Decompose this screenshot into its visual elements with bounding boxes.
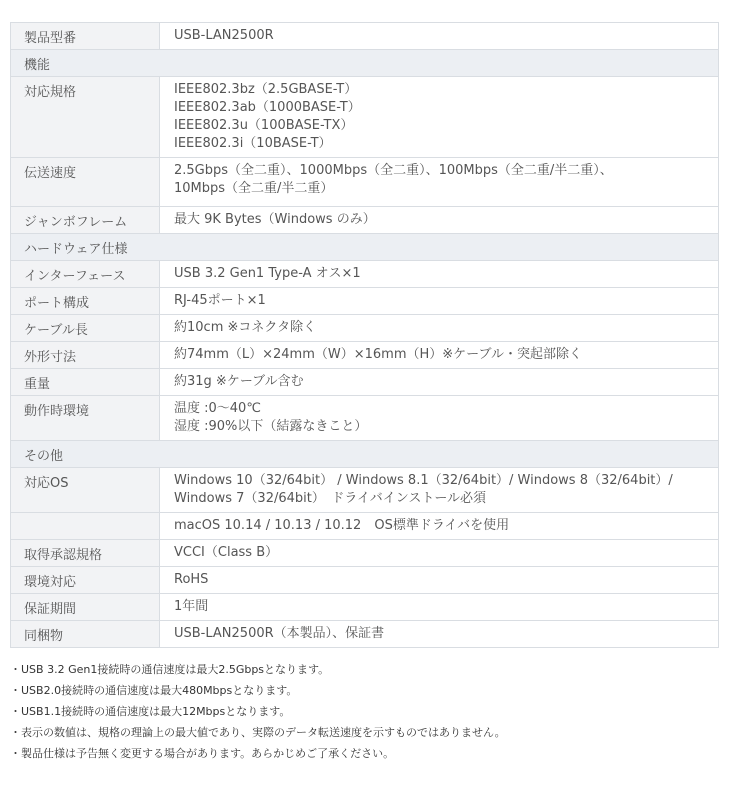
spec-row-jumbo-frame — [11, 207, 719, 234]
spec-value — [160, 23, 719, 50]
spec-value-line: 温度 :0～40℃ — [174, 401, 261, 416]
spec-value-line: 2.5Gbps（全二重）、1000Mbps（全二重）、100Mbps（全二重/半二重）、 — [174, 163, 613, 178]
spec-row-certification — [11, 540, 719, 567]
spec-row-warranty — [11, 594, 719, 621]
spec-value-line: macOS 10.14 / 10.13 / 10.12 OS標準ドライバを使用 — [174, 518, 510, 533]
section-header: その他 — [11, 441, 719, 468]
spec-label: ケーブル長 — [11, 315, 160, 342]
spec-value-line: IEEE802.3i（10BASE-T） — [174, 136, 332, 151]
notes-list — [10, 659, 722, 764]
spec-label: ポート構成 — [11, 288, 160, 315]
spec-value-line: 湿度 :90%以下（結露なきこと） — [174, 419, 368, 434]
spec-value-line: 約10cm ※コネクタ除く — [174, 320, 317, 335]
spec-label: 動作時環境 — [11, 396, 160, 441]
spec-value-line: IEEE802.3u（100BASE-TX） — [174, 118, 354, 133]
spec-value — [160, 315, 719, 342]
spec-row-environment — [11, 396, 719, 441]
spec-value-line: 約74mm（L）×24mm（W）×16mm（H）※ケーブル・突起部除く — [174, 347, 582, 362]
section-header: 機能 — [11, 50, 719, 77]
section-header: ハードウェア仕様 — [11, 234, 719, 261]
section-hardware — [11, 234, 719, 261]
spec-label — [11, 513, 160, 540]
spec-label: 外形寸法 — [11, 342, 160, 369]
note-item: ・USB 3.2 Gen1接続時の通信速度は最大2.5Gbpsとなります。 — [10, 663, 330, 676]
spec-label: 環境対応 — [11, 567, 160, 594]
note-item: ・製品仕様は予告無く変更する場合があります。あらかじめご了承ください。 — [10, 747, 395, 760]
note-item: ・USB2.0接続時の通信速度は最大480Mbpsとなります。 — [10, 684, 298, 697]
spec-label: 保証期間 — [11, 594, 160, 621]
spec-value — [160, 77, 719, 158]
spec-row-port — [11, 288, 719, 315]
section-features — [11, 50, 719, 77]
spec-value — [160, 207, 719, 234]
spec-value — [160, 621, 719, 648]
spec-table — [10, 22, 719, 648]
spec-value — [160, 567, 719, 594]
spec-label: インターフェース — [11, 261, 160, 288]
spec-value-line: RoHS — [174, 572, 209, 587]
spec-value-line: Windows 10（32/64bit） / Windows 8.1（32/64bit）/ Windows 8（32/64bit）/ — [174, 473, 673, 488]
spec-value-line: VCCI（Class B） — [174, 545, 279, 560]
spec-row-speed — [11, 158, 719, 207]
spec-value-line: IEEE802.3bz（2.5GBASE-T） — [174, 82, 358, 97]
spec-label: 対応規格 — [11, 77, 160, 158]
spec-row-os-windows — [11, 468, 719, 513]
note-item: ・USB1.1接続時の通信速度は最大12Mbpsとなります。 — [10, 705, 291, 718]
spec-value — [160, 288, 719, 315]
spec-row-model — [11, 23, 719, 50]
spec-row-interface — [11, 261, 719, 288]
spec-value-line: IEEE802.3ab（1000BASE-T） — [174, 100, 361, 115]
spec-value — [160, 396, 719, 441]
spec-value-line: USB-LAN2500R（本製品）、保証書 — [174, 626, 385, 641]
note-item: ・表示の数値は、規格の理論上の最大値であり、実際のデータ転送速度を示すものではありません。 — [10, 726, 506, 739]
spec-label: 重量 — [11, 369, 160, 396]
spec-value-line: RJ-45ポート×1 — [174, 293, 266, 308]
spec-value — [160, 261, 719, 288]
spec-row-dimensions — [11, 342, 719, 369]
spec-value — [160, 158, 719, 207]
spec-value-line: 約31g ※ケーブル含む — [174, 374, 304, 389]
spec-table-body — [11, 23, 719, 648]
spec-value — [160, 342, 719, 369]
spec-value — [160, 540, 719, 567]
spec-label: 伝送速度 — [11, 158, 160, 207]
spec-label: ジャンボフレーム — [11, 207, 160, 234]
spec-label: 対応OS — [11, 468, 160, 513]
spec-row-compliance — [11, 567, 719, 594]
spec-value — [160, 369, 719, 396]
spec-value-line: USB-LAN2500R — [174, 28, 274, 43]
section-other — [11, 441, 719, 468]
spec-label: 取得承認規格 — [11, 540, 160, 567]
spec-value — [160, 468, 719, 513]
spec-value-line: 最大 9K Bytes（Windows のみ） — [174, 212, 376, 227]
spec-value-line: 1年間 — [174, 599, 209, 614]
spec-value — [160, 513, 719, 540]
spec-row-weight — [11, 369, 719, 396]
spec-label: 同梱物 — [11, 621, 160, 648]
spec-row-standards — [11, 77, 719, 158]
spec-value-line: Windows 7（32/64bit） ドライバインストール必須 — [174, 491, 487, 506]
spec-value-line: 10Mbps（全二重/半二重） — [174, 181, 334, 196]
spec-value-line: USB 3.2 Gen1 Type-A オス×1 — [174, 266, 361, 281]
spec-value — [160, 594, 719, 621]
spec-row-cable-length — [11, 315, 719, 342]
spec-label: 製品型番 — [11, 23, 160, 50]
spec-row-package — [11, 621, 719, 648]
spec-row-os-mac — [11, 513, 719, 540]
